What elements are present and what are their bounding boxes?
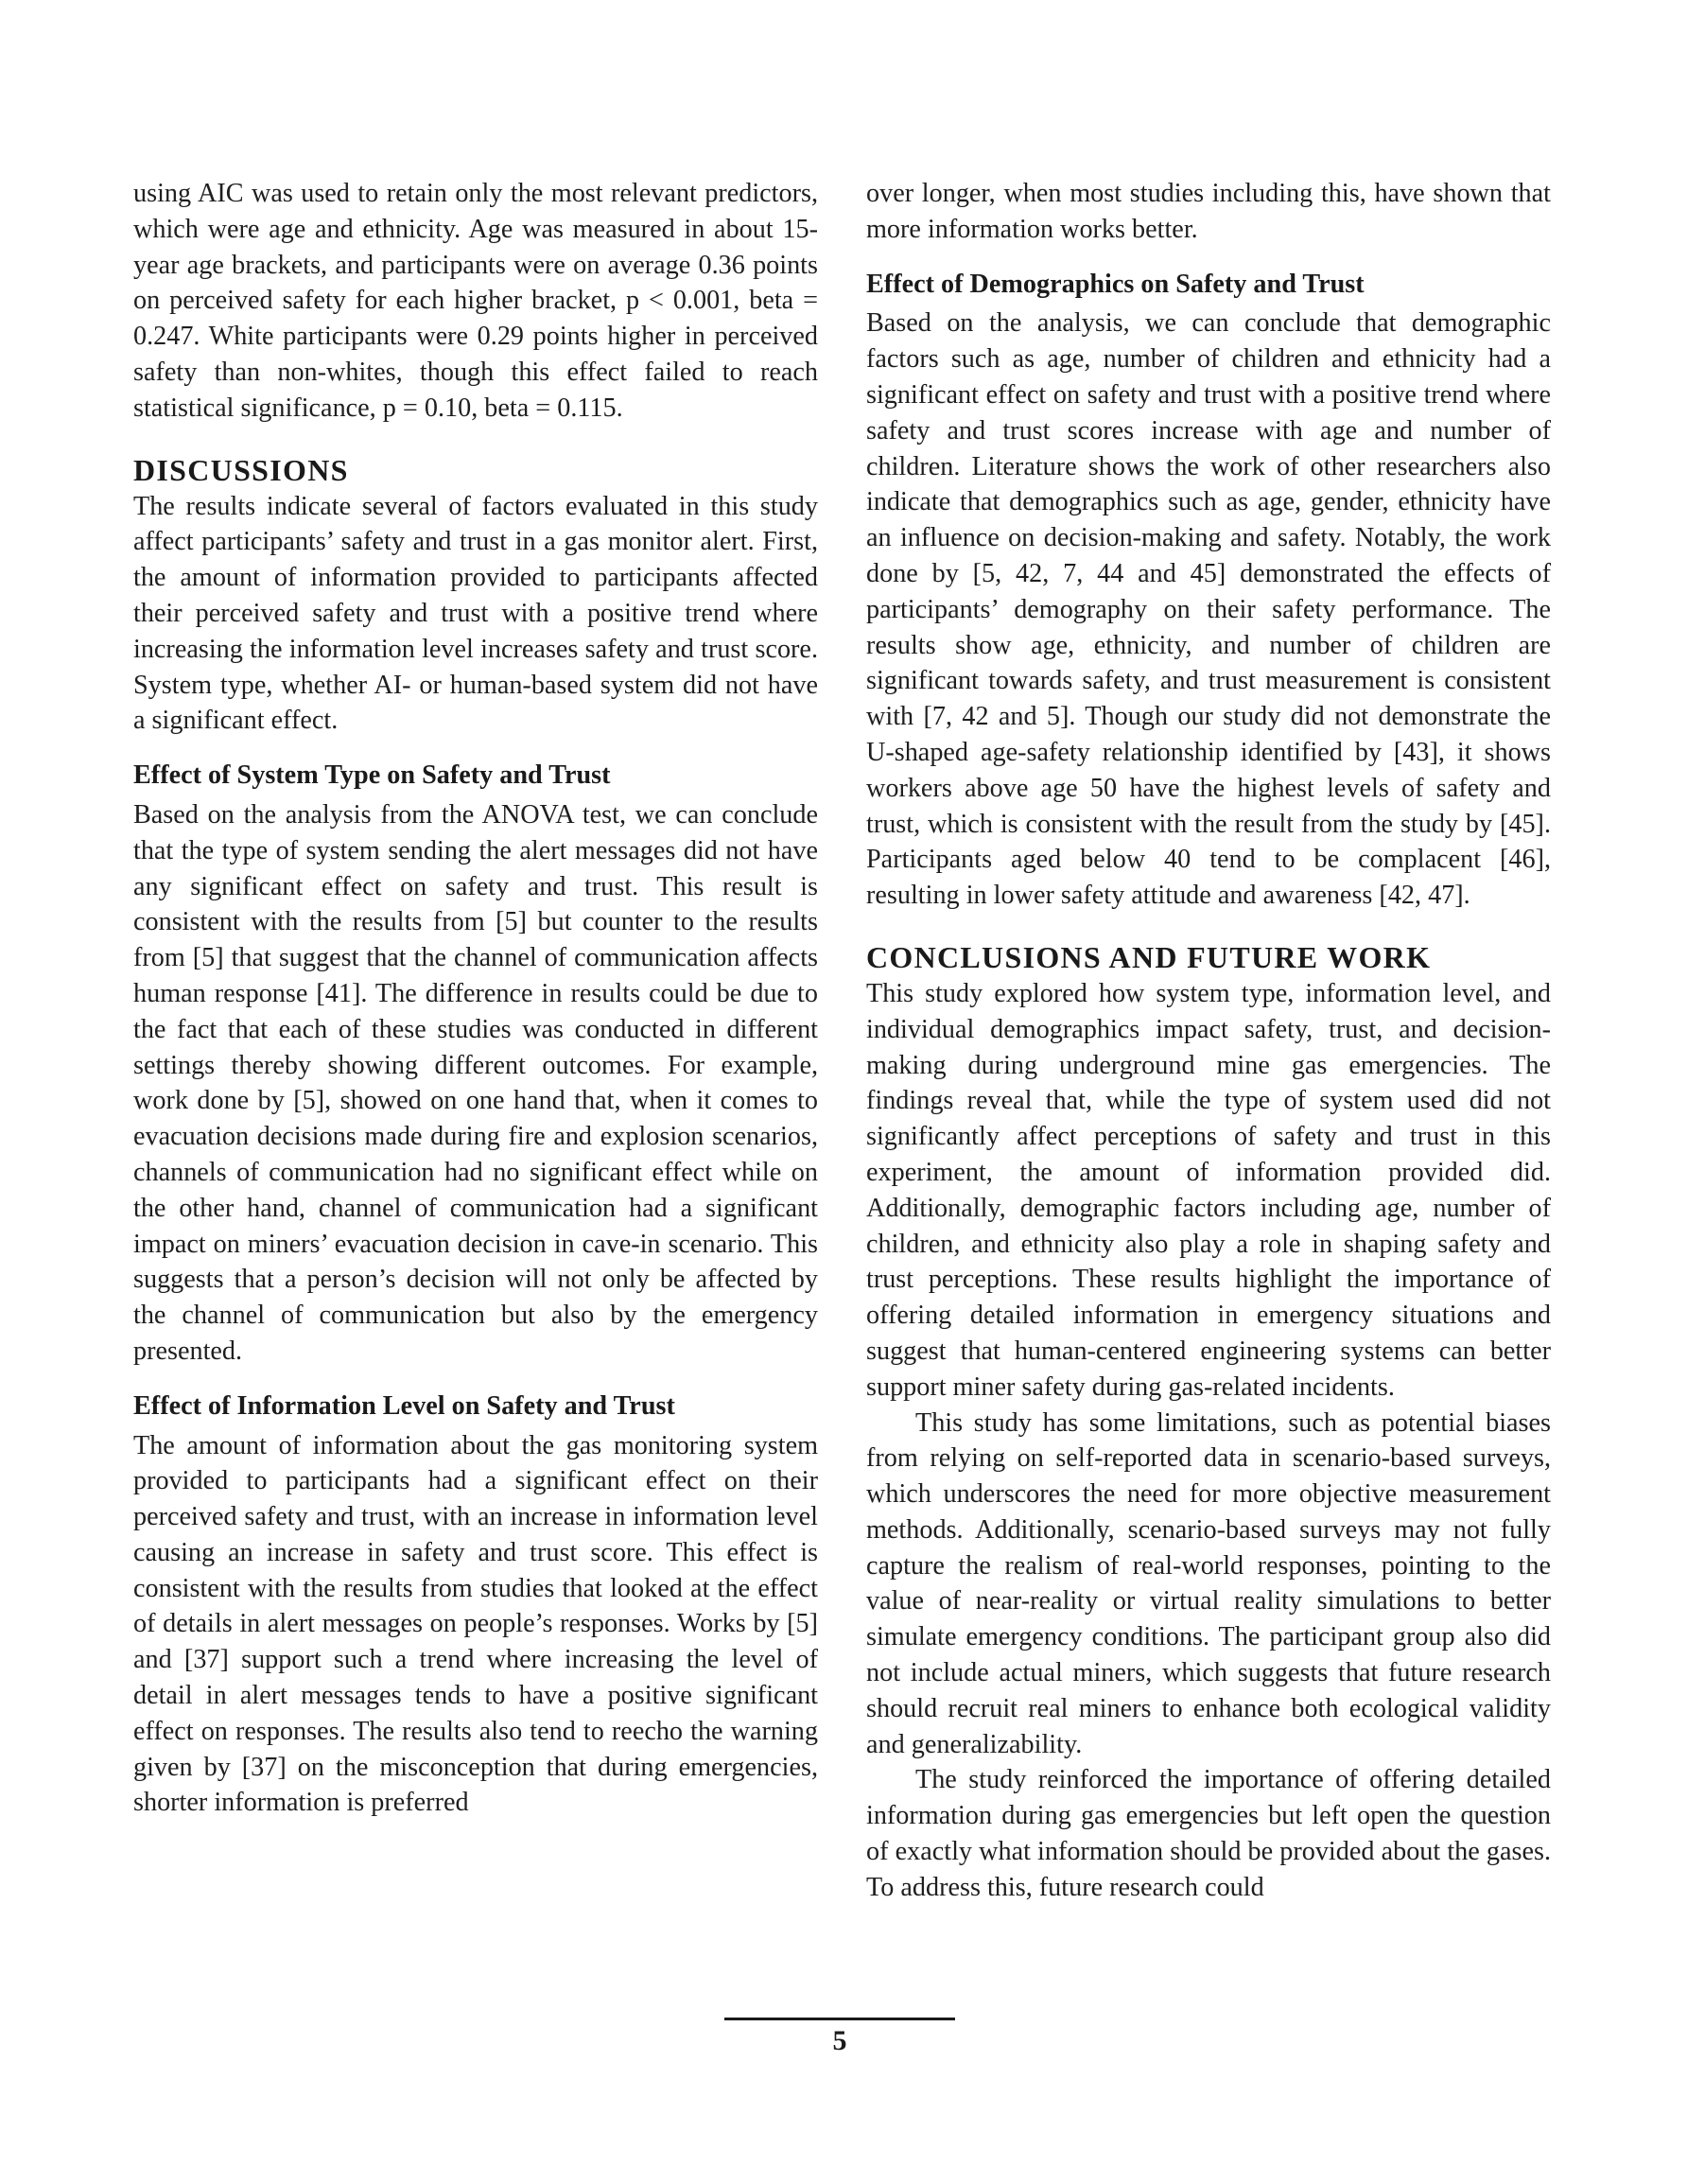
body-paragraph: Based on the analysis from the ANOVA test, we can conclude that the type of system sending the alert messages did not have any significant effect on safety and trust. This result is consistent with the results from [5] but counter to the results from [5] that suggest that the channel of communication affects human response [41]. The difference in results could be due to the fact that each of these studies was conducted in different settings thereby showing different outcomes. For example, work done by [5], showed on one hand that, when it comes to evacuation decisions made during fire and explosion scenarios, channels of communication had no significant effect while on the other hand, channel of communication had a significant impact on miners’ evacuation decision in cave-in scenario. This suggests that a person’s decision will not only be affected by the channel of communication but also by the emergency presented. — [133, 799, 818, 1366]
subsection-heading-info-level: Effect of Information Level on Safety and Trust — [133, 1390, 675, 1421]
body-paragraph: over longer, when most studies including this, have shown that more information works better. — [866, 179, 1551, 244]
left-column — [133, 176, 818, 1821]
subsection-heading-demographics: Effect of Demographics on Safety and Trust — [866, 269, 1365, 299]
page-number: 5 — [832, 2025, 847, 2056]
body-paragraph: This study explored how system type, information level, and individual demographics impact safety, trust, and decision-making during underground mine gas emergencies. The findings reveal that, while the type of system used did not significantly affect perceptions of safety and trust in this experiment, the amount of information provided did. Additionally, demographic factors including age, number of children, and ethnicity also play a role in shaping safety and trust perceptions. These results highlight the importance of offering detailed information in emergency situations and suggest that human-centered engineering systems can better support miner safety during gas-related incidents. — [866, 978, 1551, 1402]
body-paragraph: Based on the analysis, we can conclude that demographic factors such as age, number of children and ethnicity had a significant effect on safety and trust with a positive trend where safety and trust scores increase with age and number of children. Literature shows the work of other researchers also indicate that demographics such as age, gender, ethnicity have an influence on decision-making and safety. Notably, the work done by [5, 42, 7, 44 and 45] demonstrated the effects of participants’ demography on their safety performance. The results show age, ethnicity, and number of children are significant towards safety, and trust measurement is consistent with [7, 42 and 5]. Though our study did not demonstrate the U-shaped age-safety relationship identified by [43], it shows workers above age 50 have the highest levels of safety and trust, which is consistent with the result from the study by [45]. Participants aged below 40 tend to be complacent [46], resulting in lower safety attitude and awareness [42, 47]. — [866, 308, 1551, 911]
body-paragraph: The results indicate several of factors evaluated in this study affect participants’ safety and trust in a gas monitor alert. First, the amount of information provided to participants affected their perceived safety and trust with a positive trend where increasing the information level increases safety and trust score. System type, whether AI- or human-based system did not have a significant effect. — [133, 491, 818, 736]
body-paragraph: The study reinforced the importance of offering detailed information during gas emergencies but left open the question of exactly what information should be provided about the gases. To address this, future research could — [866, 1765, 1551, 1902]
section-heading-discussions: DISCUSSIONS — [133, 452, 349, 487]
body-paragraph: The amount of information about the gas monitoring system provided to participants had a significant effect on their perceived safety and trust, with an increase in information level causing an increase in safety and trust score. This effect is consistent with the results from studies that looked at the effect of details in alert messages on people’s responses. Works by [5] and [37] support such a trend where increasing the level of detail in alert messages tends to have a positive significant effect on responses. The results also tend to reecho the warning given by [37] on the misconception that during emergencies, shorter information is preferred — [133, 1430, 818, 1818]
body-paragraph: using AIC was used to retain only the most relevant predictors, which were age and ethnicity. Age was measured in about 15-year age brackets, and participants were on average 0.36 points on perceived safety for each higher bracket, p < 0.001, beta = 0.247. White participants were 0.29 points higher in perceived safety than non-whites, though this effect failed to reach statistical significance, p = 0.10, beta = 0.115. — [133, 179, 818, 423]
section-heading-conclusions: CONCLUSIONS AND FUTURE WORK — [866, 939, 1432, 974]
subsection-heading-system-type: Effect of System Type on Safety and Trust — [133, 760, 611, 791]
right-column — [866, 176, 1551, 1906]
body-paragraph: This study has some limitations, such as potential biases from relying on self-reported data in scenario-based surveys, which underscores the need for more objective measurement methods. Additionally, scenario-based surveys may not fully capture the realism of real-world responses, pointing to the value of near-reality or virtual reality simulations to better simulate emergency conditions. The participant group also did not include actual miners, which suggests that future research should recruit real miners to enhance both ecological validity and generalizability. — [866, 1407, 1551, 1759]
footer-rule — [724, 2018, 955, 2020]
